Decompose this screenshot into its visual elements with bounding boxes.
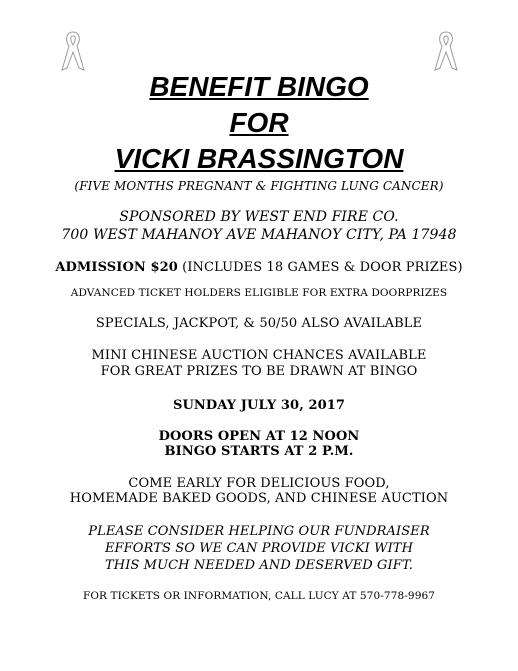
plea-line-3: THIS MUCH NEEDED AND DESERVED GIFT. (104, 558, 413, 573)
subtitle: (FIVE MONTHS PREGNANT & FIGHTING LUNG CANCER) (74, 179, 444, 193)
admission (0, 260, 518, 275)
specials: SPECIALS, JACKPOT, & 50/50 ALSO AVAILABLE (95, 316, 423, 331)
contact-info: FOR TICKETS OR INFORMATION, CALL LUCY AT 570-778-9967 (82, 590, 436, 602)
bingo-start: BINGO STARTS AT 2 P.M. (164, 444, 354, 459)
food-line-2: HOMEMADE BAKED GOODS, AND CHINESE AUCTION (69, 491, 449, 506)
title-line-3: VICKI BRASSINGTON (114, 143, 404, 174)
title-line-2: FOR (229, 107, 289, 138)
food-line-1: COME EARLY FOR DELICIOUS FOOD, (128, 476, 390, 491)
awareness-ribbon-icon (60, 30, 86, 72)
sponsor-line-1: SPONSORED BY WEST END FIRE CO. (119, 209, 399, 225)
plea-line-2: EFFORTS SO WE CAN PROVIDE VICKI WITH (104, 541, 414, 556)
auction-line-1: MINI CHINESE AUCTION CHANCES AVAILABLE (91, 348, 427, 363)
admission-detail: (INCLUDES 18 GAMES & DOOR PRIZES) (177, 260, 463, 275)
advanced-ticket-note: ADVANCED TICKET HOLDERS ELIGIBLE FOR EXTRA DOORPRIZES (70, 287, 448, 299)
awareness-ribbon-icon (433, 30, 459, 72)
plea-line-1: PLEASE CONSIDER HELPING OUR FUNDRAISER (88, 524, 430, 539)
event-date: SUNDAY JULY 30, 2017 (172, 398, 346, 413)
title-line-1: BENEFIT BINGO (149, 71, 369, 102)
auction-line-2: FOR GREAT PRIZES TO BE DRAWN AT BINGO (100, 364, 418, 379)
doors-open: DOORS OPEN AT 12 NOON (158, 429, 360, 444)
admission-label: ADMISSION $20 (55, 260, 178, 275)
sponsor-line-2: 700 WEST MAHANOY AVE MAHANOY CITY, PA 17948 (61, 227, 457, 243)
